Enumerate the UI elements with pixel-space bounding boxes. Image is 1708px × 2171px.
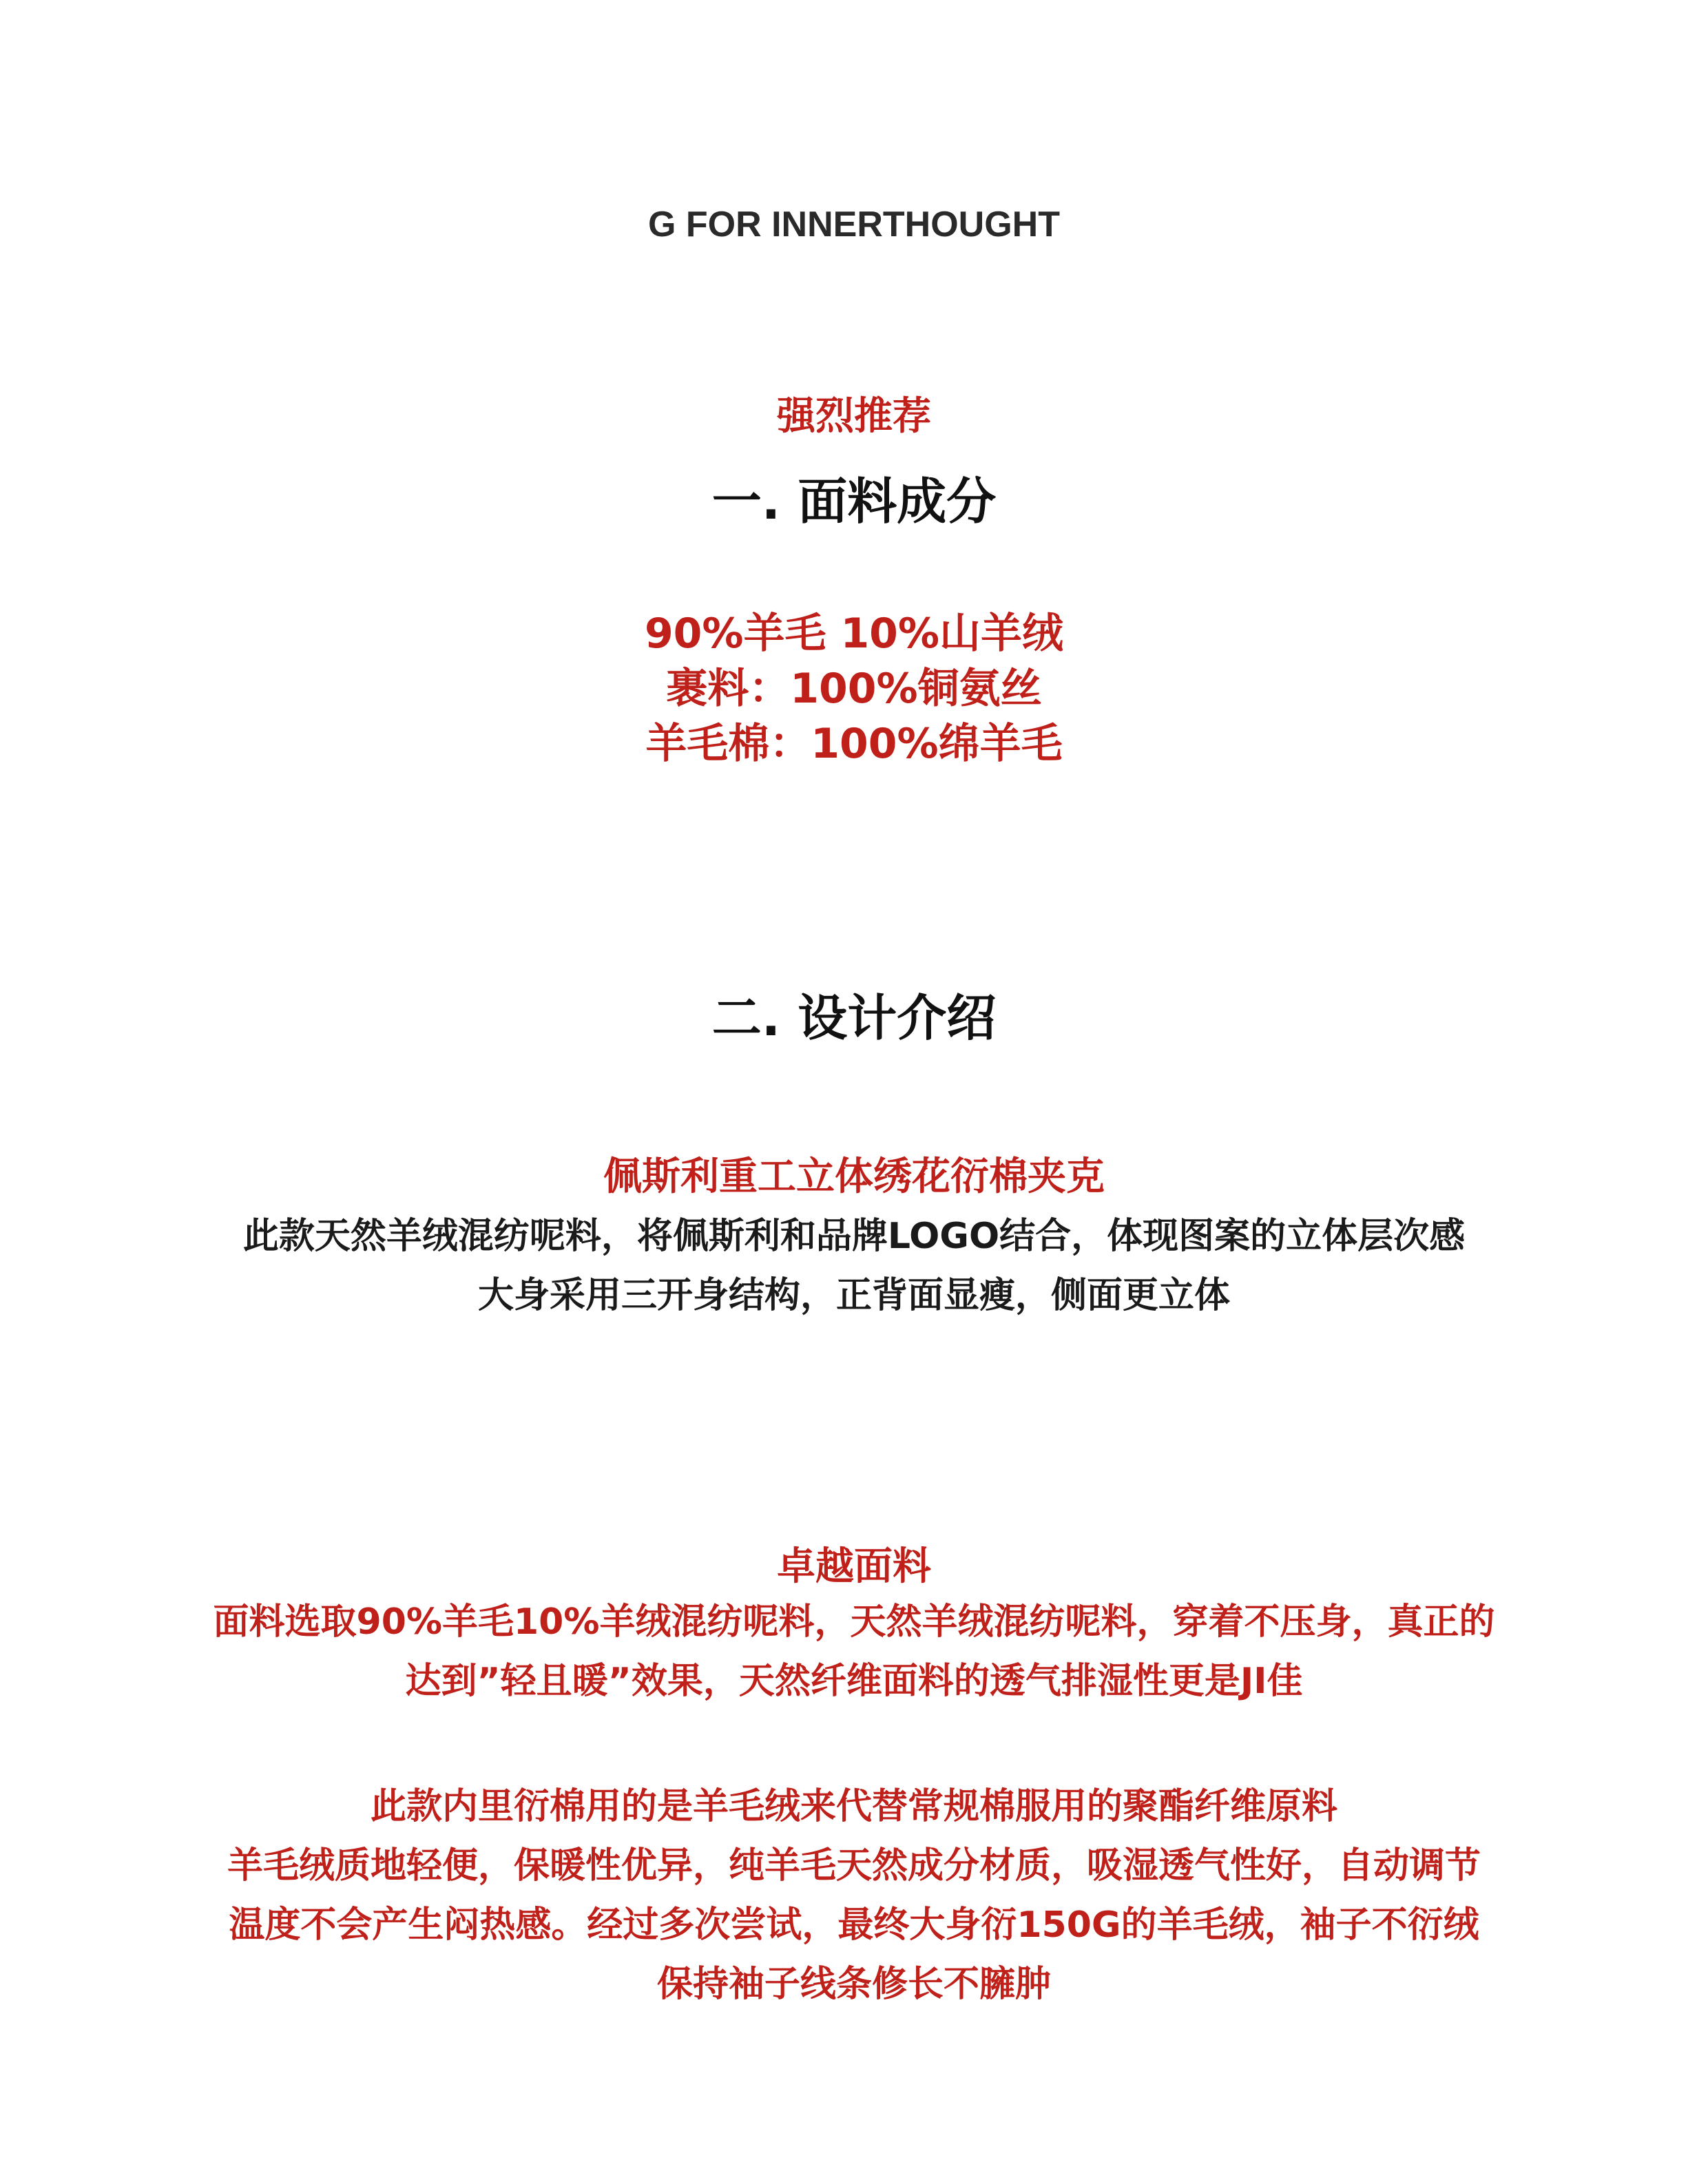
paragraph-line: 达到”轻且暖”效果，天然纤维面料的透气排湿性更是JI佳 xyxy=(405,1661,1303,1702)
paragraph-line: 羊毛绒质地轻便，保暖性优异，纯羊毛天然成分材质，吸湿透气性好，自动调节 xyxy=(227,1845,1481,1887)
padding-spec-line: 羊毛棉：100%绵羊毛 xyxy=(645,720,1063,768)
fabric-spec-line: 90%羊毛 10%山羊绒 xyxy=(644,610,1064,658)
lining-spec-line: 裹料：100%铜氨丝 xyxy=(666,665,1042,713)
description-line: 此款天然羊绒混纺呢料，将佩斯利和品牌LOGO结合，体现图案的立体层次感 xyxy=(242,1216,1466,1257)
paragraph-line: 保持袖子线条修长不臃肿 xyxy=(656,1964,1051,2005)
paragraph-line: 面料选取90%羊毛10%羊绒混纺呢料，天然羊绒混纺呢料，穿着不压身，真正的 xyxy=(213,1601,1495,1643)
fabric-composition-heading: 一. 面料成分 xyxy=(711,472,997,530)
product-title: 佩斯利重工立体绣花衍棉夹克 xyxy=(603,1154,1105,1199)
brand-name: G FOR INNERTHOUGHT xyxy=(648,205,1060,245)
paragraph-line: 温度不会产生闷热感。经过多次尝试，最终大身衍150G的羊毛绒，袖子不衍绒 xyxy=(229,1904,1479,1946)
premium-fabric-title: 卓越面料 xyxy=(777,1544,931,1589)
description-line: 大身采用三开身结构，正背面显瘦，侧面更立体 xyxy=(477,1275,1230,1316)
recommend-tag: 强烈推荐 xyxy=(777,394,931,439)
design-intro-heading: 二. 设计介绍 xyxy=(711,989,997,1047)
paragraph-line: 此款内里衍棉用的是羊毛绒来代替常规棉服用的聚酯纤维原料 xyxy=(370,1786,1337,1827)
